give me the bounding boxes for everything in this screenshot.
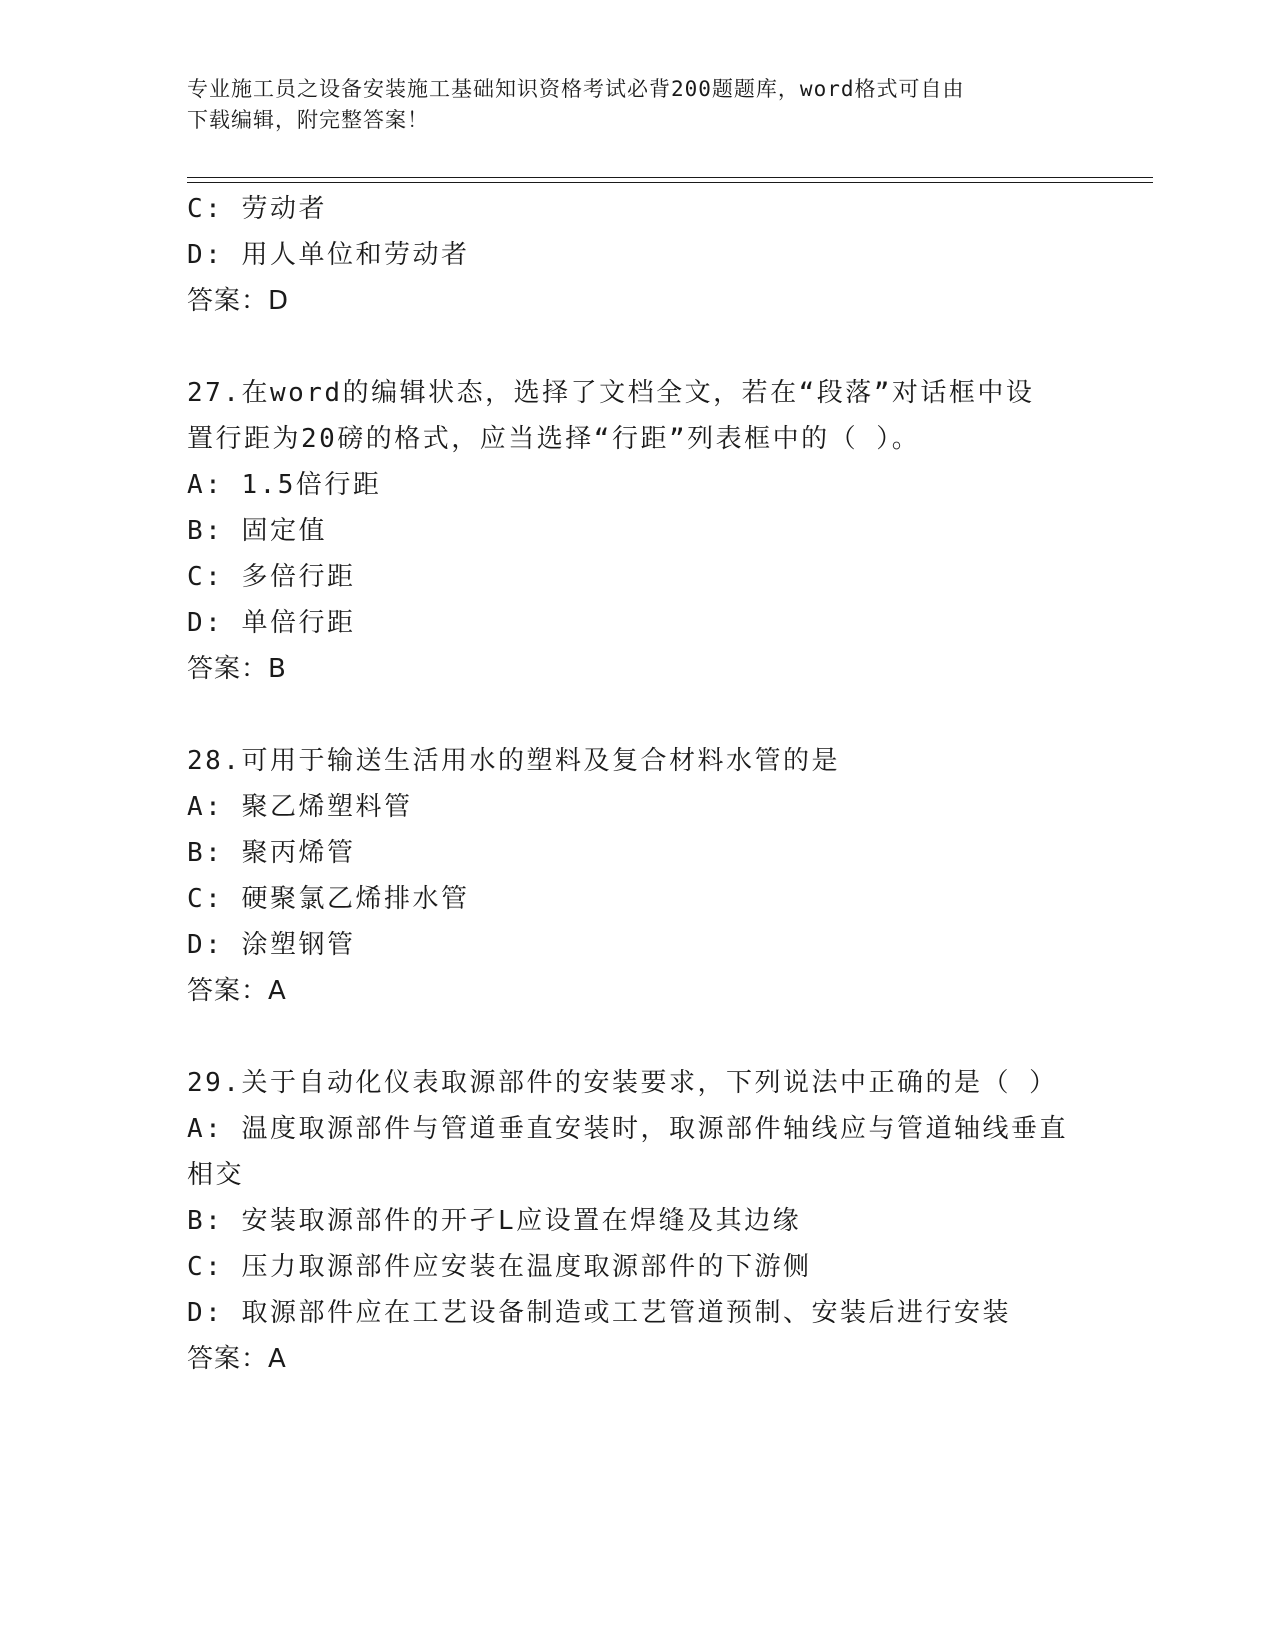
option-d: D: 涂塑钢管 (187, 930, 356, 960)
option-d: D: 单倍行距 (187, 608, 356, 638)
option-b: B: 固定值 (187, 516, 327, 546)
option-c: C: 压力取源部件应安装在温度取源部件的下游侧 (187, 1252, 812, 1282)
option-a: A: 1.5倍行距 (187, 470, 382, 500)
question-26-tail (187, 186, 1087, 324)
option-d: D: 用人单位和劳动者 (187, 240, 470, 270)
question-stem-continued: 置行距为20磅的格式，应当选择“行距”列表框中的（ ）。 (187, 424, 921, 454)
question-27 (187, 370, 1087, 692)
document-header (187, 74, 1077, 136)
question-content (187, 186, 1087, 1382)
option-c: C: 劳动者 (187, 194, 327, 224)
answer: 答案：B (187, 654, 287, 684)
question-28 (187, 738, 1087, 1014)
header-divider-top (187, 177, 1153, 178)
spacer (187, 692, 1087, 738)
header-line-2: 下载编辑，附完整答案！ (187, 108, 429, 132)
option-a: A: 聚乙烯塑料管 (187, 792, 413, 822)
option-c: C: 硬聚氯乙烯排水管 (187, 884, 470, 914)
question-stem: 28.可用于输送生活用水的塑料及复合材料水管的是 (187, 746, 840, 776)
question-29 (187, 1060, 1087, 1382)
option-a: A: 温度取源部件与管道垂直安装时，取源部件轴线应与管道轴线垂直 (187, 1114, 1068, 1144)
option-b: B: 安装取源部件的开孑L应设置在焊缝及其边缘 (187, 1206, 802, 1236)
answer: 答案：A (187, 976, 287, 1006)
question-stem: 27.在word的编辑状态，选择了文档全文，若在“段落”对话框中设 (187, 378, 1035, 408)
option-d: D: 取源部件应在工艺设备制造或工艺管道预制、安装后进行安装 (187, 1298, 1011, 1328)
spacer (187, 1014, 1087, 1060)
question-stem: 29.关于自动化仪表取源部件的安装要求，下列说法中正确的是（ ） (187, 1068, 1058, 1098)
answer: 答案：A (187, 1344, 287, 1374)
option-a-continued: 相交 (187, 1160, 245, 1190)
header-line-1: 专业施工员之设备安装施工基础知识资格考试必背200题题库，word格式可自由 (187, 77, 965, 101)
option-b: B: 聚丙烯管 (187, 838, 356, 868)
spacer (187, 324, 1087, 370)
header-divider-bottom (187, 182, 1153, 183)
answer: 答案：D (187, 286, 290, 316)
option-c: C: 多倍行距 (187, 562, 356, 592)
